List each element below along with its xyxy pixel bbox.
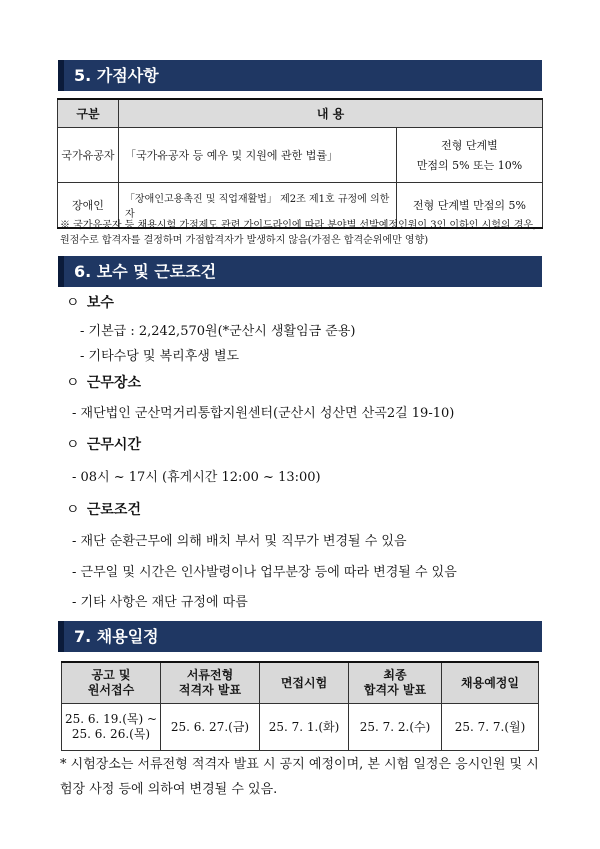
heading-text: 근무시간 (86, 437, 141, 453)
list-item: - 근무일 및 시간은 인사발령이나 업무분장 등에 따라 변경될 수 있음 (72, 565, 457, 580)
bonus-points-table (57, 98, 543, 229)
date-cell: 25. 7. 2.(수) (349, 704, 442, 751)
list-item: - 08시 ~ 17시 (휴게시간 12:00 ~ 13:00) (72, 470, 321, 485)
date-cell: 25. 6. 19.(목) ~ 25. 6. 26.(목) (62, 704, 161, 751)
place-heading (66, 372, 141, 392)
date-cell: 25. 7. 1.(화) (260, 704, 349, 751)
bullet-mark: ㅇ (66, 375, 80, 391)
list-item: - 기타수당 및 복리후생 별도 (80, 349, 240, 364)
section-5-title: 5. 가점사항 (58, 60, 542, 91)
category-cell: 국가유공자 (58, 128, 119, 183)
heading-text: 근로조건 (86, 502, 141, 518)
points-line: 전형 단계별 (441, 139, 498, 152)
col-category-header: 구분 (58, 99, 119, 128)
points-cell: 전형 단계별 만점의 5% (397, 183, 543, 229)
schedule-table (61, 661, 539, 751)
hours-heading (66, 434, 141, 454)
section-7-title: 7. 채용일정 (58, 621, 542, 652)
pay-heading (66, 292, 114, 312)
table-row (58, 128, 543, 183)
bullet-mark: ㅇ (66, 502, 80, 518)
list-item: - 기본급 : 2,242,570원(*군산시 생활임금 준용) (80, 324, 356, 339)
table-row (62, 704, 539, 751)
points-cell (397, 128, 543, 183)
header-cell: 최종 합격자 발표 (349, 662, 442, 704)
header-cell: 공고 및 원서접수 (62, 662, 161, 704)
law-cell: 「장애인고용촉진 및 직업재활법」 제2조 제1호 규정에 의한 자 (119, 183, 397, 229)
header-cell: 서류전형 적격자 발표 (161, 662, 260, 704)
law-cell: 「국가유공자 등 예우 및 지원에 관한 법률」 (119, 128, 397, 183)
conditions-heading (66, 499, 141, 519)
bullet-mark: ㅇ (66, 437, 80, 453)
category-cell: 장애인 (58, 183, 119, 229)
heading-text: 보수 (86, 295, 114, 311)
header-cell: 면접시험 (260, 662, 349, 704)
list-item: - 재단 순환근무에 의해 배치 부서 및 직무가 변경될 수 있음 (72, 534, 407, 549)
points-line: 만점의 5% 또는 10% (416, 159, 523, 172)
list-item: - 기타 사항은 재단 규정에 따름 (72, 595, 248, 610)
schedule-footnote: * 시험장소는 서류전형 적격자 발표 시 공지 예정이며, 본 시험 일정은 응시인원 및 시험장 사정 등에 의하여 변경될 수 있음. (60, 757, 539, 797)
header-cell: 채용예정일 (442, 662, 539, 704)
date-cell: 25. 6. 27.(금) (161, 704, 260, 751)
bullet-mark: ㅇ (66, 295, 80, 311)
col-content-header: 내 용 (119, 99, 543, 128)
list-item: - 재단법인 군산먹거리통합지원센터(군산시 성산면 산곡2길 19-10) (72, 406, 455, 421)
section-6-title: 6. 보수 및 근로조건 (58, 256, 542, 287)
bonus-note: ※ 국가유공자 등 채용시험 가점제도 관련 가이드라인에 따라 분야별 선발예정인원이 3인 이하인 시험의 경우, 원점수로 합격자를 결정하며 가점합격자가 발생하지 않음(가점은 합격순위에만 영향) (60, 220, 537, 246)
schedule-header-row (62, 662, 539, 704)
heading-text: 근무장소 (86, 375, 141, 391)
date-cell: 25. 7. 7.(월) (442, 704, 539, 751)
